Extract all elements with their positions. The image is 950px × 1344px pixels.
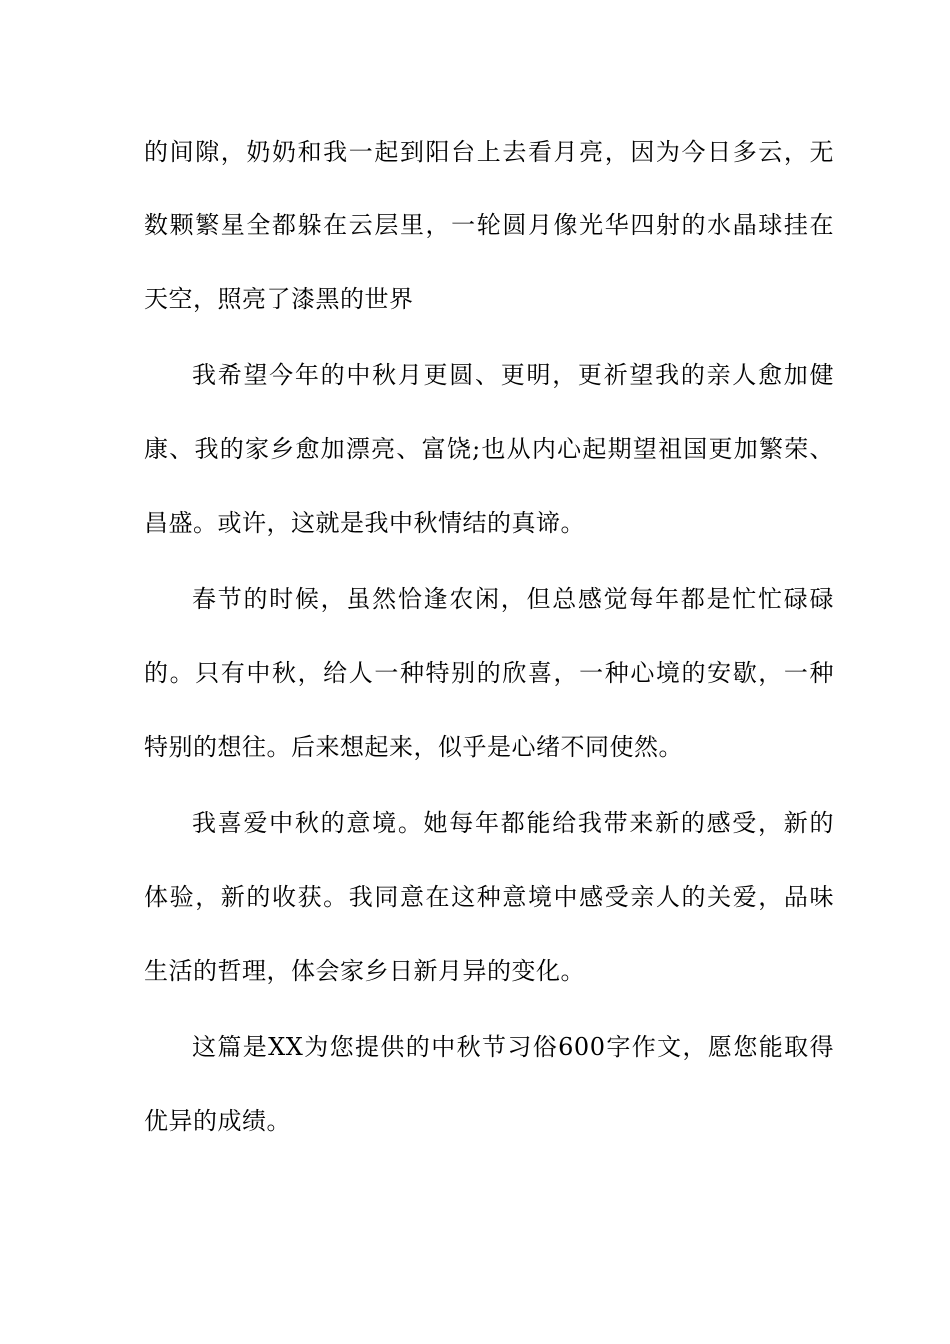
paragraph-5-line-2: 优异的成绩。 [144, 1107, 291, 1135]
paragraph-4-line-2: 体验，新的收获。我同意在这种意境中感受亲人的关爱，品味 [144, 883, 834, 911]
paragraph-3-line-3: 特别的想往。后来想起来，似乎是心绪不同使然。 [144, 733, 683, 761]
paragraph-5-line-1: 这篇是XX为您提供的中秋节习俗600字作文，愿您能取得 [192, 1033, 834, 1061]
paragraph-3-line-1: 春节的时候，虽然恰逢农闲，但总感觉每年都是忙忙碌碌 [192, 585, 834, 613]
paragraph-3-line-2: 的。只有中秋，给人一种特别的欣喜，一种心境的安歇，一种 [144, 659, 834, 687]
paragraph-1-line-1: 的间隙，奶奶和我一起到阳台上去看月亮，因为今日多云，无 [144, 138, 834, 166]
paragraph-1-line-3: 天空，照亮了漆黑的世界 [144, 285, 414, 313]
paragraph-2-line-3: 昌盛。或许，这就是我中秋情结的真谛。 [144, 509, 585, 537]
paragraph-1-line-2: 数颗繁星全都躲在云层里，一轮圆月像光华四射的水晶球挂在 [144, 211, 834, 239]
paragraph-2-line-1: 我希望今年的中秋月更圆、更明，更祈望我的亲人愈加健 [192, 361, 834, 389]
paragraph-4-line-1: 我喜爱中秋的意境。她每年都能给我带来新的感受，新的 [192, 809, 834, 837]
paragraph-2-line-2: 康、我的家乡愈加漂亮、富饶;也从内心起期望祖国更加繁荣、 [144, 435, 834, 463]
paragraph-4-line-3: 生活的哲理，体会家乡日新月异的变化。 [144, 957, 585, 985]
